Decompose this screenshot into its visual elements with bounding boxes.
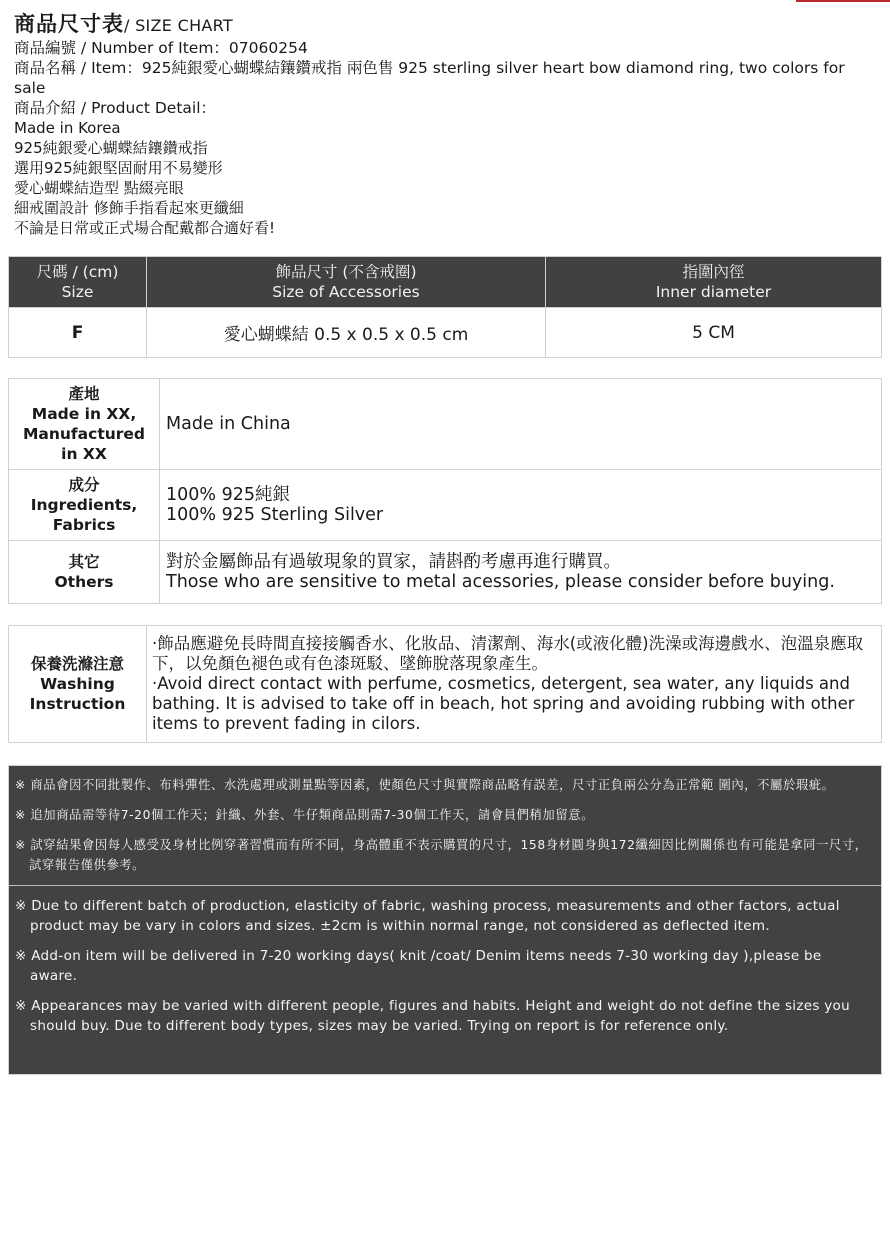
row-ingredients xyxy=(9,470,882,541)
label-en: Instruction xyxy=(29,695,126,713)
column-header-zh: 飾品尺寸 (不含戒圈) xyxy=(275,263,417,281)
table-row xyxy=(9,308,882,358)
washing-value xyxy=(147,626,882,743)
column-header-en: Size of Accessories xyxy=(272,283,420,301)
ingredients-zh: 100% 925純銀 xyxy=(166,485,290,505)
note-item: ※ Appearances may be varied with different people, figures and habits. Height and weight do not define the sizes you should buy. Due to different body types, sizes may be varied. Trying on report is for reference only. xyxy=(15,998,850,1034)
detail-line: 不論是日常或正式場合配戴都合適好看! xyxy=(14,219,276,237)
cell-accessory-size: 愛心蝴蝶結 0.5 x 0.5 x 0.5 cm xyxy=(147,308,546,358)
detail-line: 925純銀愛心蝴蝶結鑲鑽戒指 xyxy=(14,139,208,157)
detail-line: 選用925純銀堅固耐用不易變形 xyxy=(14,159,223,177)
item-name: 商品名稱 / Item：925純銀愛心蝴蝶結鑲鑽戒指 兩色售 925 sterling silver heart bow diamond ring, two colors for sale xyxy=(14,59,845,97)
page-title xyxy=(14,10,874,38)
label-en: in XX xyxy=(61,445,107,463)
detail-line: 愛心蝴蝶結造型 點綴亮眼 xyxy=(14,179,184,197)
washing-text-zh: ·飾品應避免長時間直接接觸香水、化妝品、清潔劑、海水(或液化體)洗澡或海邊戲水、泡溫泉應取下，以免顏色褪色或有色漆斑駁、墜飾脫落現象產生。 xyxy=(152,634,864,673)
attributes-table xyxy=(8,378,882,604)
label-en: Manufactured xyxy=(22,425,146,443)
title-en: / SIZE CHART xyxy=(124,16,233,35)
detail-line: 細戒圍設計 修飾手指看起來更纖細 xyxy=(14,199,244,217)
notes-panel xyxy=(8,765,882,1075)
product-detail-label: 商品介紹 / Product Detail： xyxy=(14,99,217,117)
column-header-size xyxy=(9,257,147,308)
column-header-zh: 指圍內徑 xyxy=(682,263,745,281)
row-washing xyxy=(9,626,882,743)
label-en: Washing xyxy=(40,675,115,693)
title-zh: 商品尺寸表 xyxy=(14,12,124,36)
label-zh: 其它 xyxy=(68,553,100,571)
washing-table xyxy=(8,625,882,743)
label-zh: 保養洗滌注意 xyxy=(30,655,124,673)
cell-inner-diameter: 5 CM xyxy=(546,308,882,358)
row-origin xyxy=(9,379,882,470)
note-item: ※ Due to different batch of production, elasticity of fabric, washing process, measurements and other factors, actual product may be vary in colors and sizes. ±2cm is within normal range, not considered as deflected item. xyxy=(15,898,840,934)
ingredients-value xyxy=(160,470,882,541)
notes-en xyxy=(9,886,881,1036)
column-header-accessory-size xyxy=(147,257,546,308)
label-en: Made in XX, xyxy=(31,405,137,423)
ingredients-label xyxy=(9,470,160,541)
others-en: Those who are sensitive to metal acessories, please consider before buying. xyxy=(166,572,835,592)
others-zh: 對於金屬飾品有過敏現象的買家，請斟酌考慮再進行購買。 xyxy=(166,552,621,572)
label-zh: 成分 xyxy=(68,476,100,494)
column-header-en: Size xyxy=(61,283,94,301)
note-item: ※ Add-on item will be delivered in 7-20 working days( knit /coat/ Denim items needs 7-30 working day ),please be aware. xyxy=(15,948,822,984)
size-table xyxy=(8,256,882,358)
top-accent-bar xyxy=(796,0,890,2)
row-others xyxy=(9,541,882,604)
notes-zh xyxy=(9,766,881,875)
label-zh: 產地 xyxy=(68,385,100,403)
item-number: 商品編號 / Number of Item：07060254 xyxy=(14,39,308,57)
origin-label xyxy=(9,379,160,470)
column-header-inner-diameter xyxy=(546,257,882,308)
others-value xyxy=(160,541,882,604)
cell-size: F xyxy=(9,308,147,358)
size-table-header xyxy=(9,257,882,308)
label-en: Others xyxy=(54,573,114,591)
note-item: ※ 商品會因不同批製作、布料彈性、水洗處理或測量點等因素，使顏色尺寸與實際商品略有誤差，尺寸正負兩公分為正常範 圍內，不屬於瑕疵。 xyxy=(15,778,835,792)
detail-line: Made in Korea xyxy=(14,119,121,137)
ingredients-en: 100% 925 Sterling Silver xyxy=(166,505,384,525)
column-header-zh: 尺碼 / (cm) xyxy=(36,263,119,281)
note-item: ※ 追加商品需等待7-20個工作天；針織、外套、牛仔類商品則需7-30個工作天，請會員們稍加留意。 xyxy=(15,808,595,822)
origin-value: Made in China xyxy=(160,379,882,470)
label-en: Ingredients, xyxy=(30,496,138,514)
note-item: ※ 試穿結果會因每人感受及身材比例穿著習慣而有所不同，身高體重不表示購買的尺寸，158身材圓身與172纖細因比例關係也有可能是拿同一尺寸，試穿報告僅供參考。 xyxy=(15,838,868,872)
label-en: Fabrics xyxy=(52,516,116,534)
others-label xyxy=(9,541,160,604)
washing-text-en: ·Avoid direct contact with perfume, cosmetics, detergent, sea water, any liquids and bathing. It is advised to take off in beach, hot spring and avoiding rubbing with other items to prevent fading in cilors. xyxy=(152,674,855,733)
washing-label xyxy=(9,626,147,743)
column-header-en: Inner diameter xyxy=(655,283,772,301)
product-intro xyxy=(14,10,874,238)
